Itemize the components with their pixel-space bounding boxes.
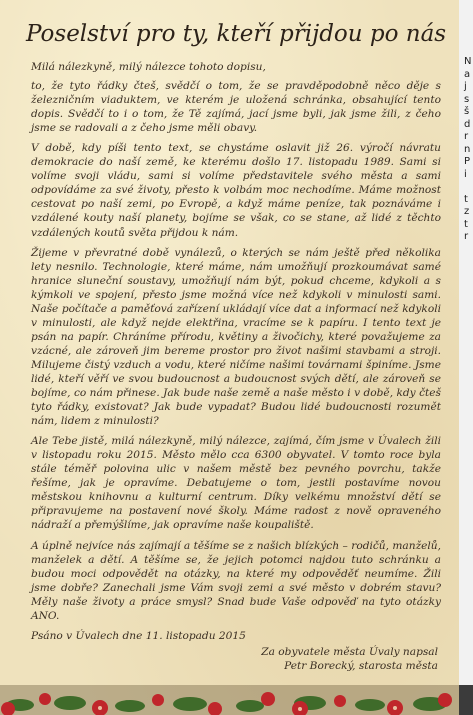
letter-place-date: Psáno v Úvalech dne 11. listopadu 2015 bbox=[31, 629, 246, 642]
letter-paragraph: Žijeme v převratné době vynálezů, o kterých se nám ještě před několika lety nesnilo. Technologie, které máme, nám umožňují prozkoumávat samé hranice sluneční soustavy, umožňují nám být, pokud chceme, kdykoli a s kýmkoli ve spojení, přesto jsme možná více než kdykoli v minulosti sami. Naše počítače a paměťová zařízení ukládají více dat a informací než kdykoli v minulosti, ale když nejde elektřina, vracíme se k papíru. I tento text je psán na papír. Chráníme přírodu, květiny a živočichy, které považujeme za vzácné, ale zároveň jim bereme prostor pro život našimi stavbami a stroji. Milujeme čistý vzduch a vodu, které ničíme našimi továrnami špiníme. Jsme lidé, kteří věří ve svou budoucnost a budoucnost svých dětí, ale zároveň se bojíme, co nám přinese. Jak bude naše země a naše město i v době, kdy čteš tyto řádky, existovat? Jak bude vypadat? Budou lidé budoucnosti rozumět nám, lidem z minulosti? bbox=[31, 246, 441, 428]
adjacent-page-text: N a j s š d r n P i t z t r bbox=[464, 56, 472, 242]
frame-corner bbox=[459, 685, 473, 715]
letter-paragraph: A úplně nejvíce nás zajímají a těšíme se z našich blízkých – rodičů, manželů, manželek a dětí. A těšíme se, že jejich potomci najdou tuto schránku a budou moci odpovědět na otázky, na které my odpověděť neumíme. Žili jsme dobře? Zanechali jsme Vám svoji zemi a své město v dobrém stavu? Měly naše životy a práce smysl? Snad bude Vaše odpověď na tyto otázky ANO. bbox=[31, 539, 441, 622]
signature-line: Petr Borecký, starosta města bbox=[284, 659, 438, 672]
flower-border-decoration bbox=[0, 675, 459, 715]
letter-paragraph: V době, kdy píši tento text, se chystáme oslavit již 26. výročí návratu demokracie do naší země, ke kterému došlo 17. listopadu 1989. Sami si volíme svoji vládu, sami si volíme představitele svého města a sami odpovídáme za své životy, přesto k volbám moc nechodíme. Máme možnost cestovat po naší zemi, po Evropě, a když máme peníze, tak poznáváme i vzdálené kouty naší planety, bojíme se však, co se stane, až lidé z těchto vzdálených koutů světa přijdou k nám. bbox=[31, 142, 441, 239]
letter-body bbox=[31, 60, 441, 673]
letter-greeting: Milá nálezkyně, milý nálezce tohoto dopisu, bbox=[31, 61, 266, 73]
letter-title: Poselství pro ty, kteří přijdou po nás bbox=[26, 21, 447, 47]
letter-paragraph: Ale Tebe jistě, milá nálezkyně, milý nálezce, zajímá, čím jsme v Úvalech žili v listopadu roku 2015. Město mělo cca 6300 obyvatel. V tomto roce byla stále téměř polovina ulic v našem městě bez pevného povrchu, takže řešíme, jak je opravíme. Debatujeme o tom, jestli postavíme novou městskou knihovnu a kulturní centrum. Díky velkému množství dětí se připravujeme na postavení nové školy. Máme radost z nově opraveného nádraží a přemýšlíme, jak opravíme naše koupaliště. bbox=[31, 435, 441, 532]
adjacent-page-edge bbox=[459, 0, 473, 715]
letter-signature bbox=[31, 645, 438, 673]
letter-paragraph: to, že tyto řádky čteš, svědčí o tom, že se pravděpodobně něco děje s železničním viaduktem, ve kterém je uložená schránka, obsahující tento dopis. Svědčí to i o tom, že Tě zajímá, jací jsme byli, jak jsme žili, z čeho jsme se radovali a z čeho jsme měli obavy. bbox=[31, 80, 441, 135]
signature-line: Za obyvatele města Úvaly napsal bbox=[261, 645, 438, 658]
